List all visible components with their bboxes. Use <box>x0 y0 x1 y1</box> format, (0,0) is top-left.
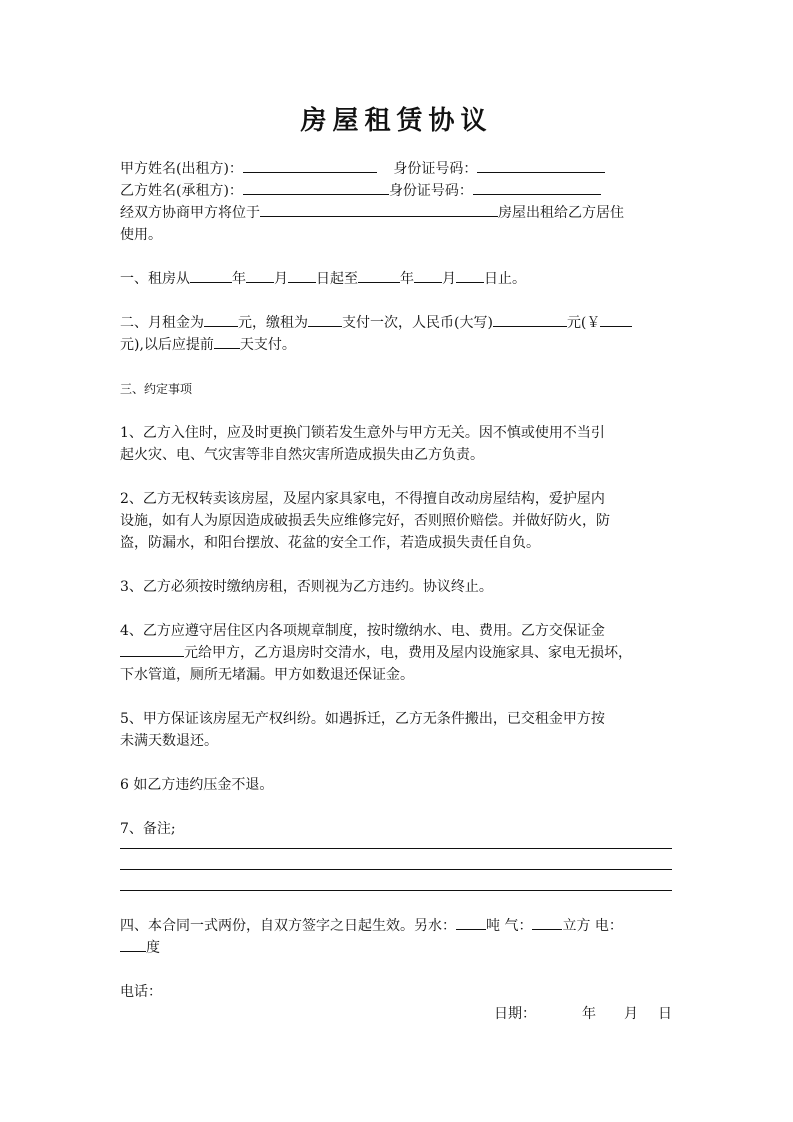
party-a-id-blank <box>477 158 605 173</box>
party-b-line <box>120 180 672 202</box>
start-month-blank <box>246 268 274 283</box>
start-year-blank <box>190 268 232 283</box>
end-day-blank <box>456 268 484 283</box>
rent-amount-blank <box>204 312 238 327</box>
item-5-line-1: 5、甲方保证该房屋无产权纠纷。如遇拆迁，乙方无条件搬出，已交租金甲方按 <box>120 711 605 727</box>
section-4-cubic-label: 立方 <box>562 918 591 934</box>
section-1-year-label: 年 <box>232 271 246 287</box>
section-2-pay-once-label: 支付一次，人民币(大写) <box>342 315 493 331</box>
date-month-label: 月 <box>624 1006 638 1022</box>
intro-prefix: 经双方协商甲方将位于 <box>120 205 260 221</box>
section-4-gas-label: 气： <box>504 918 533 934</box>
intro-line-2: 使用。 <box>120 227 162 243</box>
section-1-month2-label: 月 <box>442 271 456 287</box>
gas-blank <box>532 915 562 930</box>
party-b-name-blank <box>243 180 389 195</box>
address-blank <box>260 202 498 217</box>
section-2-line <box>120 312 672 334</box>
id-label-b: 身份证号码： <box>388 183 473 199</box>
electric-blank <box>120 937 146 952</box>
section-4-ton-label: 吨 <box>486 918 500 934</box>
section-2-prefix: 二、月租金为 <box>120 315 204 331</box>
document-body <box>120 158 672 1025</box>
item-2-line-1: 2、乙方无权转卖该房屋，及屋内家具家电，不得擅自改动房屋结构，爱护屋内 <box>120 491 605 507</box>
section-4-prefix: 四、本合同一式两份，自双方签字之日起生效。另水： <box>120 918 456 934</box>
id-label-a: 身份证号码： <box>393 161 478 177</box>
end-month-blank <box>414 268 442 283</box>
section-2-yuan-label: 元，缴租为 <box>238 315 308 331</box>
section-1-line <box>120 268 672 290</box>
section-1-day-start-label: 日起至 <box>316 271 358 287</box>
item-2-line-3: 盗，防漏水，和阳台摆放、花盆的安全工作，若造成损失责任自负。 <box>120 535 540 551</box>
section-2-rmb-label: 元(￥ <box>566 315 601 331</box>
section-2-line2-prefix: 元),以后应提前 <box>120 337 214 353</box>
party-b-id-blank <box>473 180 601 195</box>
remarks-rule-1 <box>120 848 672 849</box>
document-title: 房屋租赁协议 <box>300 106 493 136</box>
item-1-line-2: 起火灾、电、气灾害等非自然灾害所造成损失由乙方负责。 <box>120 447 484 463</box>
item-2-line-2: 设施，如有人为原因造成破损丢失应维修完好，否则照价赔偿。并做好防火，防 <box>120 513 610 529</box>
remarks-rule-3 <box>120 890 672 891</box>
start-day-blank <box>288 268 316 283</box>
deposit-blank <box>120 642 184 657</box>
item-4-line-1: 4、乙方应遵守居住区内各项规章制度，按时缴纳水、电、费用。乙方交保证金 <box>120 623 605 639</box>
remarks-rule-2 <box>120 869 672 870</box>
item-4-line-3: 下水管道，厕所无堵漏。甲方如数退还保证金。 <box>120 667 414 683</box>
section-4-line-2 <box>120 937 672 959</box>
section-2-line2-suffix: 天支付。 <box>239 337 296 353</box>
section-1-month-label: 月 <box>274 271 288 287</box>
party-b-label: 乙方姓名(承租方)： <box>120 183 243 199</box>
date-label: 日期： <box>494 1006 536 1022</box>
rmb-uppercase-blank <box>493 312 567 327</box>
pay-period-blank <box>308 312 342 327</box>
item-5-line-2: 未满天数退还。 <box>120 733 218 749</box>
section-1-prefix: 一、租房从 <box>120 271 190 287</box>
party-a-name-blank <box>243 158 377 173</box>
item-4-line-2-text: 元给甲方，乙方退房时交清水，电，费用及屋内设施家具、家电无损坏， <box>184 645 632 661</box>
party-a-line <box>120 158 672 180</box>
item-6-line: 6 如乙方违约压金不退。 <box>120 777 274 793</box>
date-year-label: 年 <box>582 1006 596 1022</box>
section-4-elec-label: 电： <box>594 918 623 934</box>
phone-line: 电话： <box>120 984 162 1000</box>
party-a-label: 甲方姓名(出租方)： <box>120 161 243 177</box>
item-7-line: 7、备注; <box>120 821 176 837</box>
water-blank <box>456 915 486 930</box>
date-day-label: 日 <box>658 1006 672 1022</box>
rmb-number-blank <box>600 312 632 327</box>
intro-line <box>120 202 672 224</box>
item-3-line: 3、乙方必须按时缴纳房租，否则视为乙方违约。协议终止。 <box>120 579 493 595</box>
section-1-year2-label: 年 <box>400 271 414 287</box>
section-2-line-2 <box>120 334 672 356</box>
section-3-heading: 三、约定事项 <box>120 382 193 396</box>
item-1-line-1: 1、乙方入住时，应及时更换门锁若发生意外与甲方无关。因不慎或使用不当引 <box>120 425 605 441</box>
end-year-blank <box>358 268 400 283</box>
section-1-day-end-label: 日止。 <box>484 271 526 287</box>
date-line <box>120 1003 672 1025</box>
section-4-degree-label: 度 <box>146 940 160 956</box>
intro-suffix: 房屋出租给乙方居住 <box>498 205 624 221</box>
item-4-line-2 <box>120 642 672 664</box>
remarks-lines <box>120 848 672 891</box>
section-4-line <box>120 915 672 937</box>
advance-days-blank <box>214 334 240 349</box>
